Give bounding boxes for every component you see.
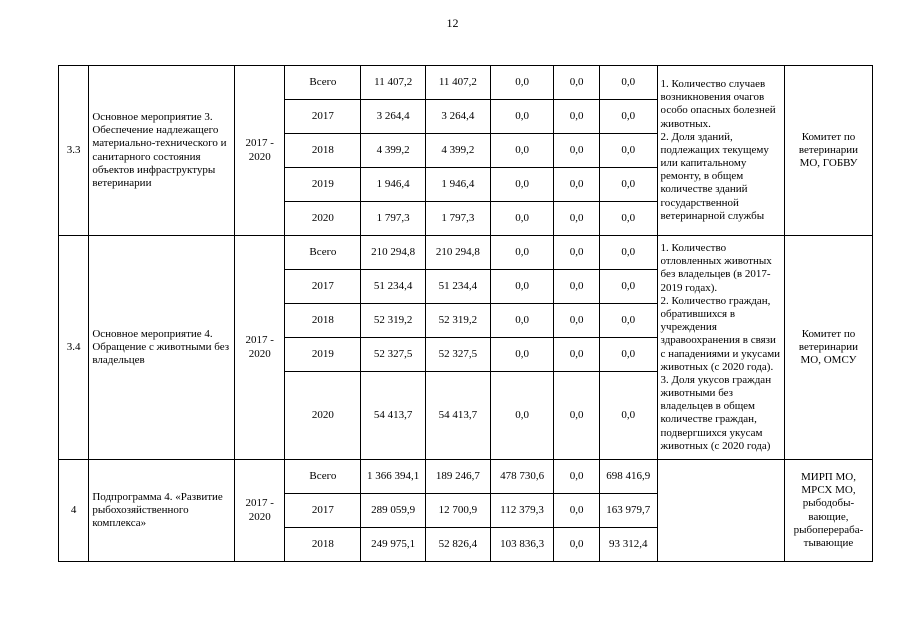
funding-value: 11 407,2	[426, 66, 491, 100]
year-label: 2018	[285, 528, 361, 562]
funding-value: 0,0	[490, 168, 554, 202]
funding-value: 3 264,4	[361, 100, 426, 134]
funding-value: 52 826,4	[426, 528, 491, 562]
indicator-item: 2. Доля зданий, подлежащих текущему или капитальному ремонту, в общем количестве зданий государственной ветеринарной службы	[660, 130, 769, 222]
funding-value: 103 836,3	[490, 528, 554, 562]
funding-value: 3 264,4	[426, 100, 491, 134]
funding-value: 4 399,2	[426, 134, 491, 168]
funding-value: 698 416,9	[599, 460, 657, 494]
funding-value: 0,0	[554, 460, 600, 494]
funding-value: 1 946,4	[361, 168, 426, 202]
funding-value: 52 319,2	[361, 304, 426, 338]
year-label: 2018	[285, 304, 361, 338]
year-label: 2017	[285, 270, 361, 304]
funding-value: 289 059,9	[361, 494, 426, 528]
funding-value: 0,0	[490, 236, 554, 270]
row-number: 3.4	[59, 236, 89, 460]
funding-value: 0,0	[554, 304, 600, 338]
year-label: Всего	[285, 460, 361, 494]
funding-value: 112 379,3	[490, 494, 554, 528]
funding-value: 52 327,5	[361, 338, 426, 372]
indicators	[657, 236, 784, 460]
funding-value: 163 979,7	[599, 494, 657, 528]
year-label: Всего	[285, 66, 361, 100]
indicators	[657, 460, 784, 562]
funding-value: 0,0	[554, 100, 600, 134]
executor: Комитет по ветеринарии МО, ОМСУ	[784, 236, 872, 460]
funding-value: 1 797,3	[361, 202, 426, 236]
funding-value: 0,0	[554, 528, 600, 562]
funding-value: 12 700,9	[426, 494, 491, 528]
table-row	[59, 460, 873, 494]
funding-value: 0,0	[599, 372, 657, 460]
funding-value: 478 730,6	[490, 460, 554, 494]
funding-value: 54 413,7	[426, 372, 491, 460]
funding-value: 0,0	[554, 372, 600, 460]
funding-value: 0,0	[599, 202, 657, 236]
funding-value: 51 234,4	[426, 270, 491, 304]
funding-value: 0,0	[490, 100, 554, 134]
row-number: 4	[59, 460, 89, 562]
funding-value: 0,0	[554, 134, 600, 168]
program-table	[58, 65, 873, 562]
table-row	[59, 236, 873, 270]
period: 2017 - 2020	[234, 460, 285, 562]
activity-name: Основное мероприятие 4. Обращение с животными без владельцев	[89, 236, 235, 460]
funding-value: 0,0	[490, 372, 554, 460]
funding-value: 0,0	[599, 100, 657, 134]
indicator-item: 1. Количество случаев возникновения очагов особо опасных болезней животных.	[660, 77, 776, 130]
funding-value: 249 975,1	[361, 528, 426, 562]
funding-value: 0,0	[599, 338, 657, 372]
funding-value: 1 946,4	[426, 168, 491, 202]
funding-value: 1 797,3	[426, 202, 491, 236]
row-number: 3.3	[59, 66, 89, 236]
funding-value: 0,0	[490, 202, 554, 236]
funding-value: 0,0	[554, 168, 600, 202]
indicator-item: 2. Количество граждан, обратившихся в учреждения здравоохранения в связи с нападениями и укусами животных (с 2020 года).	[660, 294, 781, 373]
funding-value: 52 327,5	[426, 338, 491, 372]
year-label: 2020	[285, 372, 361, 460]
funding-value: 54 413,7	[361, 372, 426, 460]
year-label: 2017	[285, 100, 361, 134]
funding-value: 93 312,4	[599, 528, 657, 562]
funding-value: 0,0	[599, 304, 657, 338]
executor: Комитет по ветеринарии МО, ГОБВУ	[784, 66, 872, 236]
funding-value: 4 399,2	[361, 134, 426, 168]
table-row	[59, 66, 873, 100]
funding-value: 51 234,4	[361, 270, 426, 304]
funding-value: 0,0	[554, 494, 600, 528]
funding-value: 189 246,7	[426, 460, 491, 494]
funding-value: 0,0	[554, 202, 600, 236]
funding-value: 210 294,8	[361, 236, 426, 270]
funding-value: 0,0	[490, 304, 554, 338]
page-number: 12	[446, 16, 459, 30]
indicator-item: 1. Количество отловленных животных без владельцев (в 2017-2019 годах).	[660, 242, 772, 294]
funding-value: 0,0	[599, 236, 657, 270]
indicators	[657, 66, 784, 236]
funding-value: 0,0	[554, 270, 600, 304]
indicator-item: 3. Доля укусов граждан животными без владельцев в общем количестве граждан, подвергшихся укусам животных (с 2020 года)	[660, 373, 772, 452]
funding-value: 1 366 394,1	[361, 460, 426, 494]
year-label: 2018	[285, 134, 361, 168]
funding-value: 0,0	[554, 236, 600, 270]
year-label: Всего	[285, 236, 361, 270]
year-label: 2017	[285, 494, 361, 528]
funding-value: 0,0	[599, 134, 657, 168]
year-label: 2020	[285, 202, 361, 236]
funding-value: 0,0	[599, 66, 657, 100]
funding-value: 0,0	[599, 168, 657, 202]
year-label: 2019	[285, 338, 361, 372]
funding-value: 0,0	[554, 338, 600, 372]
funding-value: 0,0	[490, 270, 554, 304]
funding-value: 0,0	[490, 338, 554, 372]
funding-value: 0,0	[554, 66, 600, 100]
funding-value: 0,0	[490, 66, 554, 100]
period: 2017 - 2020	[234, 66, 285, 236]
funding-value: 210 294,8	[426, 236, 491, 270]
activity-name: Основное мероприятие 3. Обеспечение надлежащего материально-технического и санитарного состояния объектов инфраструктуры ветеринарии	[89, 66, 235, 236]
year-label: 2019	[285, 168, 361, 202]
funding-value: 52 319,2	[426, 304, 491, 338]
activity-name: Подпрограмма 4. «Развитие рыбохозяйственного комплекса»	[89, 460, 235, 562]
funding-value: 11 407,2	[361, 66, 426, 100]
funding-value: 0,0	[599, 270, 657, 304]
executor: МИРП МО, МРСХ МО, рыбодобы-вающие, рыбоперераба-тывающие	[784, 460, 872, 562]
funding-value: 0,0	[490, 134, 554, 168]
period: 2017 - 2020	[234, 236, 285, 460]
